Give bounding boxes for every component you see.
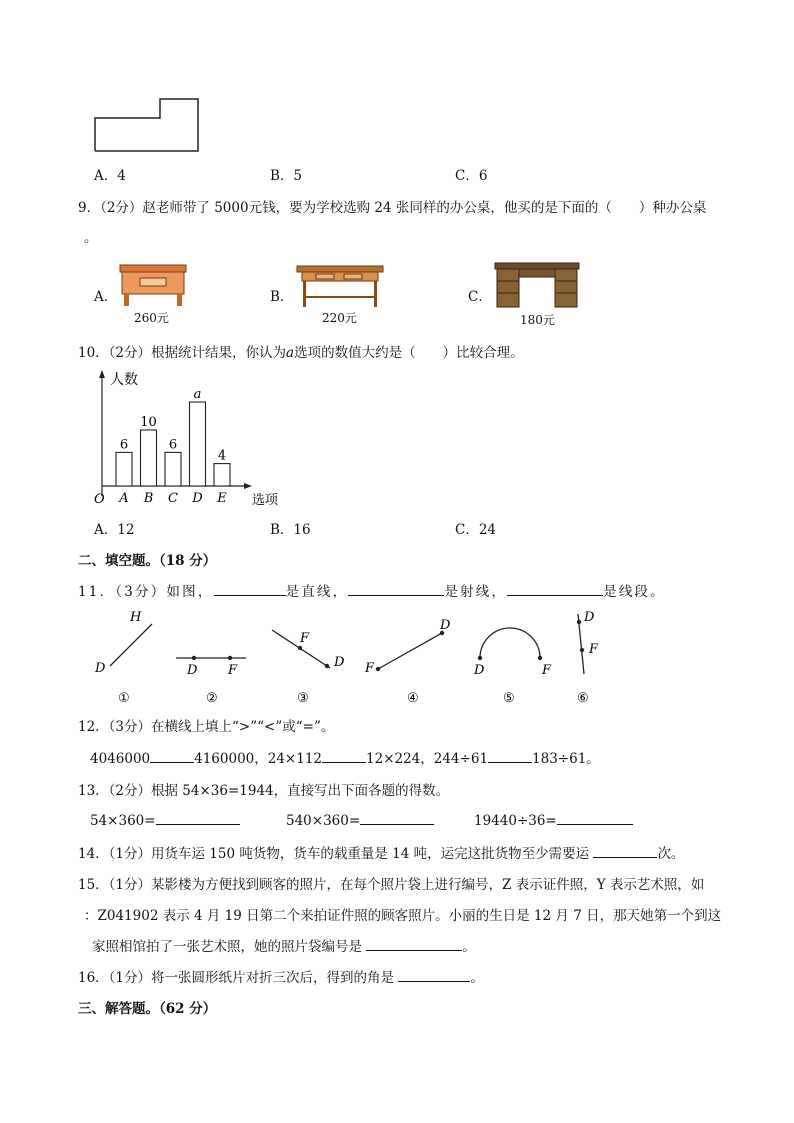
q14-question bbox=[78, 842, 684, 862]
q12-blank-1[interactable] bbox=[150, 749, 194, 763]
fig2-number: ② bbox=[206, 691, 218, 706]
q16-question bbox=[78, 966, 484, 986]
desk-b-image bbox=[296, 263, 384, 309]
bar-c bbox=[165, 452, 181, 486]
bar-c-value-label: 6 bbox=[168, 437, 178, 453]
q11-answer-blank-2[interactable] bbox=[348, 582, 444, 596]
x-tick-c: C bbox=[168, 491, 178, 506]
desk-a-image bbox=[118, 262, 188, 308]
x-tick-d: D bbox=[192, 491, 203, 506]
fig1-label-d: D bbox=[95, 661, 106, 676]
y-axis-arrow bbox=[99, 370, 105, 378]
q12-item-1: 4046000 bbox=[90, 751, 151, 767]
q11-answer-blank-3[interactable] bbox=[507, 582, 603, 596]
q9-question-text: 9．（2分）赵老师带了 5000元钱，要为学校选购 24 张同样的办公桌，他买的是下面的（ ）种办公桌 bbox=[78, 200, 707, 216]
chart-origin-label: O bbox=[94, 492, 105, 507]
fig5-label-d: D bbox=[474, 663, 485, 678]
bar-a bbox=[116, 452, 132, 486]
x-tick-b: B bbox=[143, 491, 154, 506]
q11-figures bbox=[90, 606, 610, 706]
q11-answer-blank-1[interactable] bbox=[214, 582, 286, 596]
q10-text-pre: 10．（2分）根据统计结果，你认为 bbox=[78, 345, 287, 361]
q12-items bbox=[90, 747, 600, 767]
q14-tail: 次。 bbox=[657, 846, 685, 862]
bar-e-value-label: 4 bbox=[217, 448, 227, 464]
q12-blank-3[interactable] bbox=[488, 749, 532, 763]
q13-title: 13．（2分）根据 54×36=1944，直接写出下面各题的得数。 bbox=[78, 783, 450, 799]
q10-text-post: 选项的数值大约是（ ）比较合理。 bbox=[294, 345, 524, 361]
q14-blank[interactable] bbox=[593, 844, 657, 858]
q15-line-3 bbox=[92, 935, 476, 955]
bar-d bbox=[190, 402, 206, 486]
q13-blank-2[interactable] bbox=[360, 811, 434, 825]
x-tick-a: A bbox=[119, 491, 129, 506]
bar-a-value-label: 6 bbox=[119, 437, 129, 453]
q16-blank[interactable] bbox=[398, 968, 470, 982]
q16-tail: 。 bbox=[470, 970, 484, 986]
q15-line-2: ：Z041902 表示 4 月 19 日第二个来拍证件照的顾客照片。小丽的生日是 12 月 7 日，那天她第一个到这 bbox=[84, 908, 722, 924]
q11-part-2: 是直线， bbox=[285, 584, 349, 600]
desk-c-price: 180元 bbox=[520, 313, 555, 327]
q11-question-text bbox=[78, 580, 666, 600]
q11-part-1: 11．（3分）如图， bbox=[78, 584, 214, 600]
bar-chart bbox=[88, 364, 288, 512]
section-3-title: 三、解答题。（62 分） bbox=[78, 1001, 217, 1017]
q13-expr-1: 54×360= bbox=[90, 813, 156, 829]
fig3-label-d: D bbox=[334, 655, 345, 670]
section-2-title: 二、填空题。（18 分） bbox=[78, 553, 217, 569]
q13-blank-3[interactable] bbox=[557, 811, 633, 825]
q9-option-c-letter[interactable]: C． bbox=[468, 289, 492, 305]
q12-title: 12．（3分）在横线上填上“>”“<”或“=”。 bbox=[78, 719, 335, 735]
fig3-label-f: F bbox=[300, 631, 310, 646]
q9-option-a-letter[interactable]: A． bbox=[94, 289, 118, 305]
q16-text: 16．（1分）将一张圆形纸片对折三次后，得到的角是 bbox=[78, 970, 395, 986]
q13-item-1 bbox=[90, 811, 240, 829]
q14-text: 14．（1分）用货车运 150 吨货物，货车的载重量是 14 吨，运完这批货物至少需要运 bbox=[78, 846, 590, 862]
q12-item-3: 12×224，244÷61 bbox=[366, 751, 489, 767]
q10-option-c[interactable]: C．24 bbox=[455, 522, 497, 538]
q12-item-2: 4160000，24×112 bbox=[194, 751, 323, 767]
desk-a-price: 260元 bbox=[134, 311, 169, 325]
x-tick-e: E bbox=[217, 491, 227, 506]
x-axis-label: 选项 bbox=[252, 493, 279, 508]
q9-question-tail: 。 bbox=[84, 230, 98, 246]
bar-b bbox=[141, 430, 157, 486]
q10-option-a[interactable]: A．12 bbox=[94, 522, 135, 538]
fig6-label-d: D bbox=[584, 610, 595, 625]
fig5-label-f: F bbox=[542, 663, 552, 678]
fig4-number: ④ bbox=[407, 691, 419, 706]
q13-blank-1[interactable] bbox=[156, 811, 240, 825]
fig2-label-d: D bbox=[187, 663, 198, 678]
q15-line-3-text: 家照相馆拍了一张艺术照，她的照片袋编号是 bbox=[92, 939, 362, 955]
fig4-label-d: D bbox=[440, 618, 451, 633]
q15-tail: 。 bbox=[462, 939, 476, 955]
fig4-label-f: F bbox=[365, 661, 375, 676]
q15-line-1: 15．（1分）某影楼为方便找到顾客的照片，在每个照片袋上进行编号，Z 表示证件照，Y 表示艺术照，如 bbox=[78, 877, 705, 893]
fig5-number: ⑤ bbox=[503, 691, 515, 706]
q11-part-3: 是射线， bbox=[444, 584, 508, 600]
q13-expr-3: 19440÷36= bbox=[474, 813, 557, 829]
q8-option-c[interactable]: C．6 bbox=[455, 168, 488, 184]
x-axis-arrow bbox=[244, 483, 252, 489]
fig1-label-h: H bbox=[130, 610, 142, 625]
q10-var: a bbox=[286, 345, 295, 361]
q12-blank-2[interactable] bbox=[322, 749, 366, 763]
desk-b-price: 220元 bbox=[322, 311, 357, 325]
desk-c-image bbox=[494, 261, 580, 311]
q10-option-b[interactable]: B．16 bbox=[270, 522, 311, 538]
fig3-number: ③ bbox=[297, 691, 309, 706]
q8-option-a[interactable]: A．4 bbox=[94, 168, 126, 184]
q8-option-b[interactable]: B．5 bbox=[270, 168, 303, 184]
q11-part-4: 是线段。 bbox=[603, 584, 666, 600]
bar-e bbox=[214, 464, 230, 486]
bar-b-value-label: 10 bbox=[140, 415, 157, 430]
q12-item-4: 183÷61。 bbox=[532, 751, 600, 767]
q13-expr-2: 540×360= bbox=[286, 813, 361, 829]
y-axis-label: 人数 bbox=[110, 372, 138, 388]
q10-question-text bbox=[78, 341, 524, 361]
fig6-number: ⑥ bbox=[577, 691, 589, 706]
q15-blank[interactable] bbox=[366, 937, 462, 951]
q9-option-b-letter[interactable]: B． bbox=[270, 289, 294, 305]
q13-item-3 bbox=[474, 811, 633, 829]
bar-d-value-label: a bbox=[193, 387, 202, 402]
q13-item-2 bbox=[286, 811, 434, 829]
q8-shape-figure bbox=[92, 96, 202, 154]
fig1-number: ① bbox=[118, 691, 130, 706]
fig2-label-f: F bbox=[228, 663, 238, 678]
fig6-label-f: F bbox=[589, 642, 599, 657]
